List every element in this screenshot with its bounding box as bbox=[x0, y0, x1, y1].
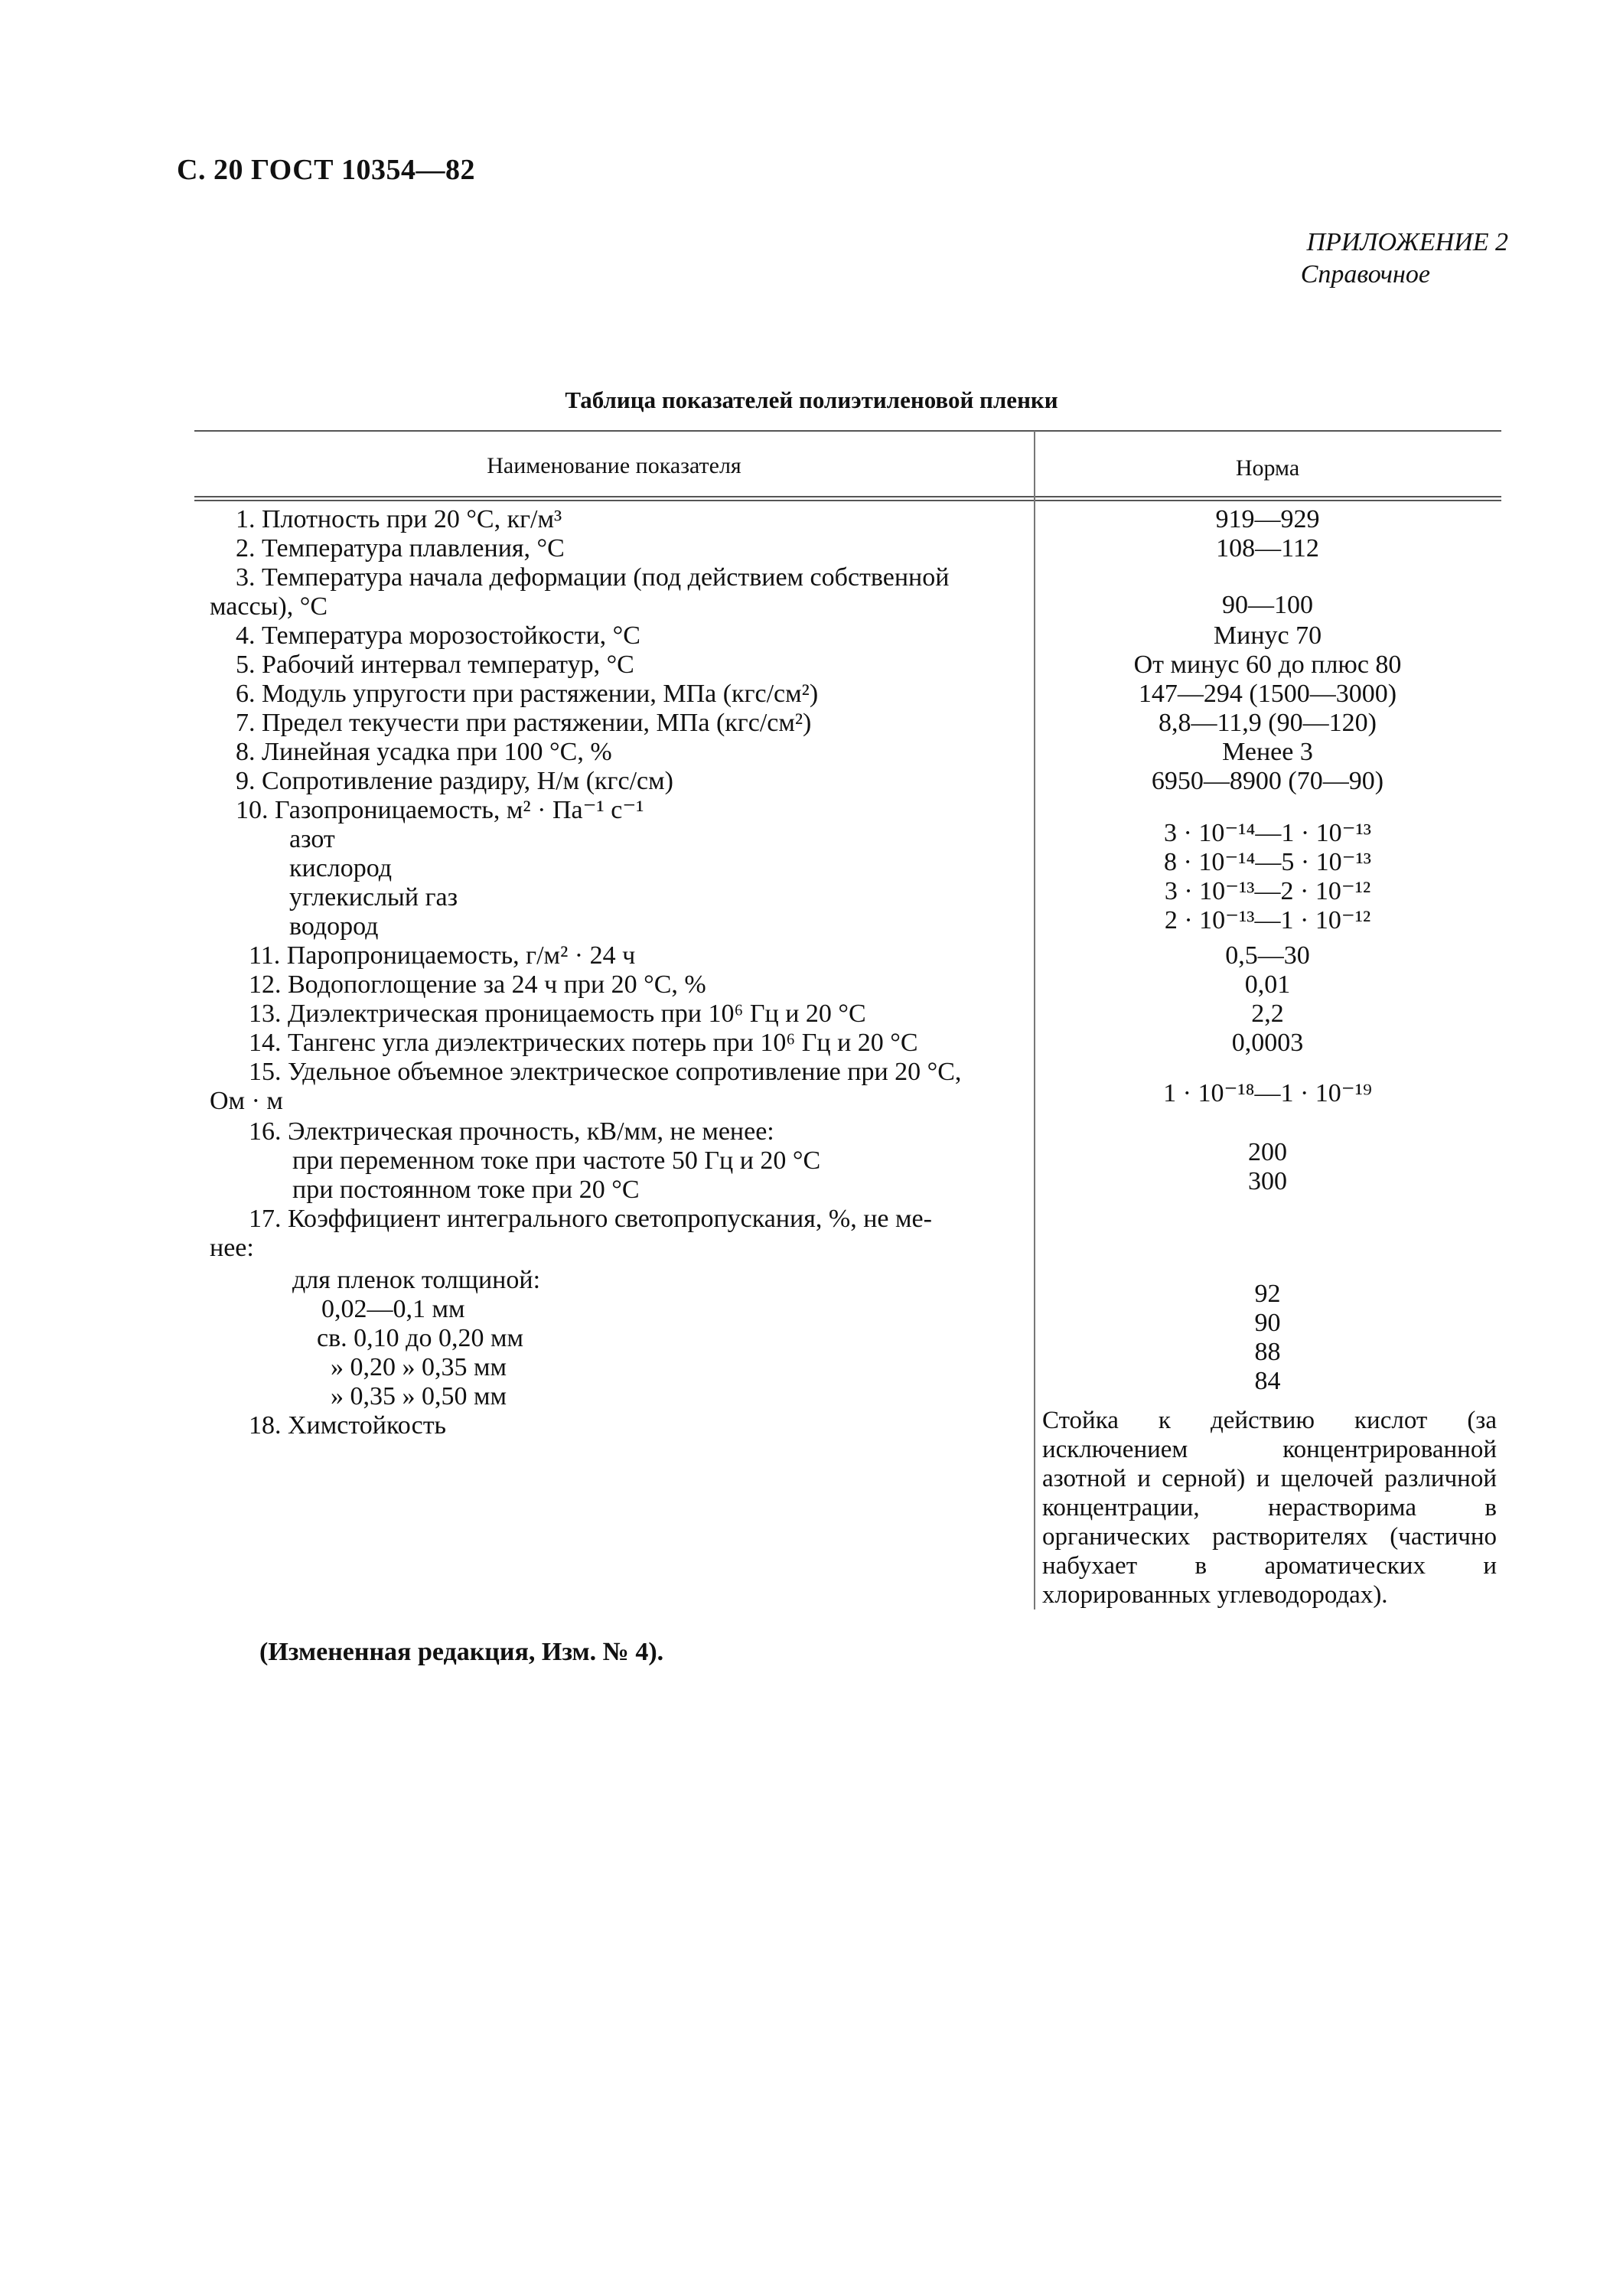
row-label: кислород bbox=[289, 854, 393, 882]
table-row bbox=[0, 970, 1623, 1000]
page-header: С. 20 ГОСТ 10354—82 bbox=[177, 154, 475, 186]
row-value: 6950—8900 (70—90) bbox=[1151, 767, 1384, 795]
row-value: Минус 70 bbox=[1213, 621, 1322, 650]
row-value: 108—112 bbox=[1216, 534, 1319, 563]
table-top-rule bbox=[194, 430, 1501, 432]
appendix-title: ПРИЛОЖЕНИЕ 2 bbox=[1306, 228, 1508, 256]
row-value: 2 · 10⁻¹³—1 · 10⁻¹² bbox=[1164, 906, 1371, 934]
row-label: массы), °С bbox=[210, 592, 328, 621]
table-row bbox=[0, 621, 1623, 651]
row-label: 18. Химстойкость bbox=[249, 1411, 447, 1440]
row-value: 92 bbox=[1254, 1280, 1281, 1308]
row-label: 6. Модуль упругости при растяжении, МПа (кгс/см²) bbox=[236, 680, 819, 708]
row-value: Менее 3 bbox=[1222, 738, 1313, 766]
row-value: 0,0003 bbox=[1231, 1029, 1304, 1057]
row-label: 7. Предел текучести при растяжении, МПа (кгс/см²) bbox=[236, 709, 812, 737]
chem-resistance-value: Стойка к действию кислот (за исключением концентрированной азотной и серной) и щелочей различной концентрации, нерастворима в органических растворителях (частично набухает в ароматических и хлорированных углеводородах). bbox=[1042, 1407, 1497, 1609]
row-value: 147—294 (1500—3000) bbox=[1138, 680, 1397, 708]
row-value: 2,2 bbox=[1251, 1000, 1284, 1028]
row-label: для пленок толщиной: bbox=[292, 1266, 541, 1294]
edit-note: (Измененная редакция, Изм. № 4). bbox=[259, 1638, 664, 1666]
row-label: при постоянном токе при 20 °С bbox=[292, 1176, 640, 1204]
row-value: 0,01 bbox=[1244, 970, 1291, 999]
table-row bbox=[0, 738, 1623, 767]
table-row bbox=[0, 1234, 1623, 1263]
row-label: нее: bbox=[210, 1234, 254, 1262]
table-row bbox=[0, 1205, 1623, 1234]
table-row bbox=[0, 505, 1623, 534]
row-value: 0,5—30 bbox=[1225, 941, 1310, 970]
row-label: 4. Температура морозостойкости, °С bbox=[236, 621, 640, 650]
row-label: » 0,35 » 0,50 мм bbox=[331, 1382, 507, 1411]
column-header-name: Наименование показателя bbox=[487, 453, 741, 478]
row-label: 14. Тангенс угла диэлектрических потерь при 10⁶ Гц и 20 °С bbox=[249, 1029, 918, 1057]
row-label: при переменном токе при частоте 50 Гц и 20 °С bbox=[292, 1146, 821, 1175]
row-value: 88 bbox=[1254, 1338, 1281, 1366]
row-label: 15. Удельное объемное электрическое сопротивление при 20 °С, bbox=[249, 1058, 962, 1086]
row-value: 3 · 10⁻¹⁴—1 · 10⁻¹³ bbox=[1164, 819, 1371, 847]
column-header-norm: Норма bbox=[1235, 455, 1300, 481]
row-value: От минус 60 до плюс 80 bbox=[1133, 651, 1402, 679]
row-label: 17. Коэффициент интегрального светопропускания, %, не ме- bbox=[249, 1205, 932, 1233]
row-label: 0,02—0,1 мм bbox=[321, 1295, 465, 1323]
row-label: 12. Водопоглощение за 24 ч при 20 °С, % bbox=[249, 970, 706, 999]
table-row bbox=[0, 941, 1623, 970]
row-label: водород bbox=[289, 912, 379, 941]
row-label: 11. Паропроницаемость, г/м² · 24 ч bbox=[249, 941, 636, 970]
row-label: 5. Рабочий интервал температур, °С bbox=[236, 651, 634, 679]
row-label: 1. Плотность при 20 °С, кг/м³ bbox=[236, 505, 562, 533]
row-label: 16. Электрическая прочность, кВ/мм, не менее: bbox=[249, 1117, 774, 1146]
table-row bbox=[0, 1029, 1623, 1058]
row-value: 8 · 10⁻¹⁴—5 · 10⁻¹³ bbox=[1164, 848, 1371, 876]
row-label: углекислый газ bbox=[289, 883, 458, 912]
table-row bbox=[0, 906, 1623, 941]
row-label: 9. Сопротивление раздиру, Н/м (кгс/см) bbox=[236, 767, 673, 795]
table-row bbox=[0, 1000, 1623, 1029]
row-label: азот bbox=[289, 825, 335, 853]
table-row bbox=[0, 709, 1623, 738]
row-label: 8. Линейная усадка при 100 °С, % bbox=[236, 738, 612, 766]
row-label: св. 0,10 до 0,20 мм bbox=[317, 1324, 523, 1352]
table-header-rule-2 bbox=[194, 500, 1501, 501]
row-label: Ом · м bbox=[210, 1087, 283, 1115]
table-header-rule bbox=[194, 496, 1501, 497]
row-value: 300 bbox=[1248, 1167, 1287, 1195]
row-label: 13. Диэлектрическая проницаемость при 10⁶ Гц и 20 °С bbox=[249, 1000, 866, 1028]
row-label: 3. Температура начала деформации (под действием собственной bbox=[236, 563, 950, 592]
row-value: 1 · 10⁻¹⁸—1 · 10⁻¹⁹ bbox=[1163, 1079, 1372, 1107]
row-value: 8,8—11,9 (90—120) bbox=[1159, 709, 1377, 737]
table-row bbox=[0, 592, 1623, 621]
table-row bbox=[0, 534, 1623, 563]
row-value: 90—100 bbox=[1222, 591, 1313, 619]
row-value: 919—929 bbox=[1215, 505, 1320, 533]
row-value: 90 bbox=[1254, 1309, 1281, 1337]
row-value: 84 bbox=[1254, 1367, 1281, 1395]
row-label: » 0,20 » 0,35 мм bbox=[331, 1353, 507, 1381]
table-row bbox=[0, 680, 1623, 709]
appendix-subtitle: Справочное bbox=[1300, 260, 1430, 289]
table-row bbox=[0, 1079, 1623, 1116]
row-label: 10. Газопроницаемость, м² · Па⁻¹ с⁻¹ bbox=[236, 796, 644, 824]
table-row bbox=[0, 1167, 1623, 1205]
row-value: 3 · 10⁻¹³—2 · 10⁻¹² bbox=[1164, 877, 1371, 905]
row-label: 2. Температура плавления, °С bbox=[236, 534, 565, 563]
table-row bbox=[0, 651, 1623, 680]
row-value: 200 bbox=[1248, 1138, 1287, 1166]
table-row bbox=[0, 767, 1623, 796]
table-row bbox=[0, 563, 1623, 592]
table-title: Таблица показателей полиэтиленовой пленки bbox=[565, 386, 1058, 413]
